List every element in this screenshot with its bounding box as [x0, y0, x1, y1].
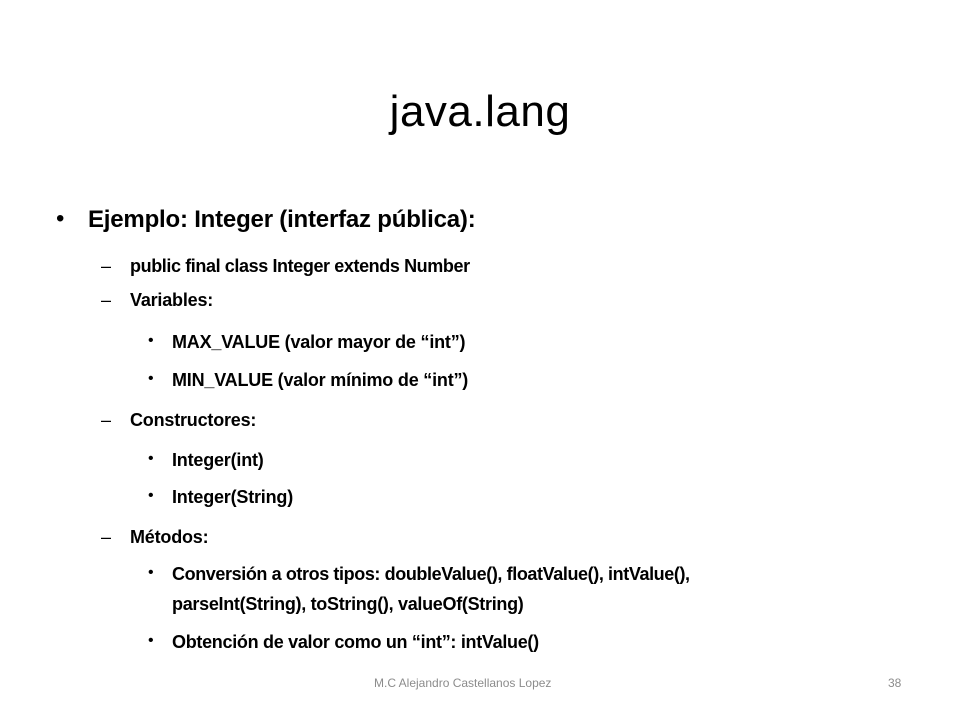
dash-marker: – [101, 256, 112, 276]
bullet-conversion-line-1: Conversión a otros tipos: doubleValue(), floatValue(), intValue(), [172, 564, 690, 584]
bullet-class-declaration: public final class Integer extends Number [130, 256, 470, 276]
bullet-constructors-label: Constructores: [130, 410, 257, 430]
bullet-marker: • [148, 450, 154, 467]
bullet-methods-label: Métodos: [130, 527, 209, 547]
slide-title: java.lang [389, 87, 571, 136]
footer-author: M.C Alejandro Castellanos Lopez [374, 676, 552, 690]
dash-marker: – [101, 410, 112, 430]
bullet-max-value: MAX_VALUE (valor mayor de “int”) [172, 332, 466, 352]
footer-page-number: 38 [888, 676, 902, 690]
bullet-min-value: MIN_VALUE (valor mínimo de “int”) [172, 370, 469, 390]
bullet-marker: • [148, 332, 154, 349]
bullet-marker: • [148, 487, 154, 504]
bullet-heading: Ejemplo: Integer (interfaz pública): [88, 206, 476, 233]
bullet-marker: • [148, 370, 154, 387]
bullet-ctor-string: Integer(String) [172, 487, 293, 507]
bullet-conversion-line-2: parseInt(String), toString(), valueOf(String) [172, 594, 524, 614]
bullet-ctor-int: Integer(int) [172, 450, 264, 470]
bullet-obtain-value: Obtención de valor como un “int”: intValue() [172, 632, 539, 652]
dash-marker: – [101, 290, 112, 310]
dash-marker: – [101, 527, 112, 547]
bullet-marker: • [148, 632, 154, 649]
bullet-marker: • [148, 564, 154, 581]
bullet-variables-label: Variables: [130, 290, 214, 310]
bullet-marker: • [56, 205, 65, 232]
